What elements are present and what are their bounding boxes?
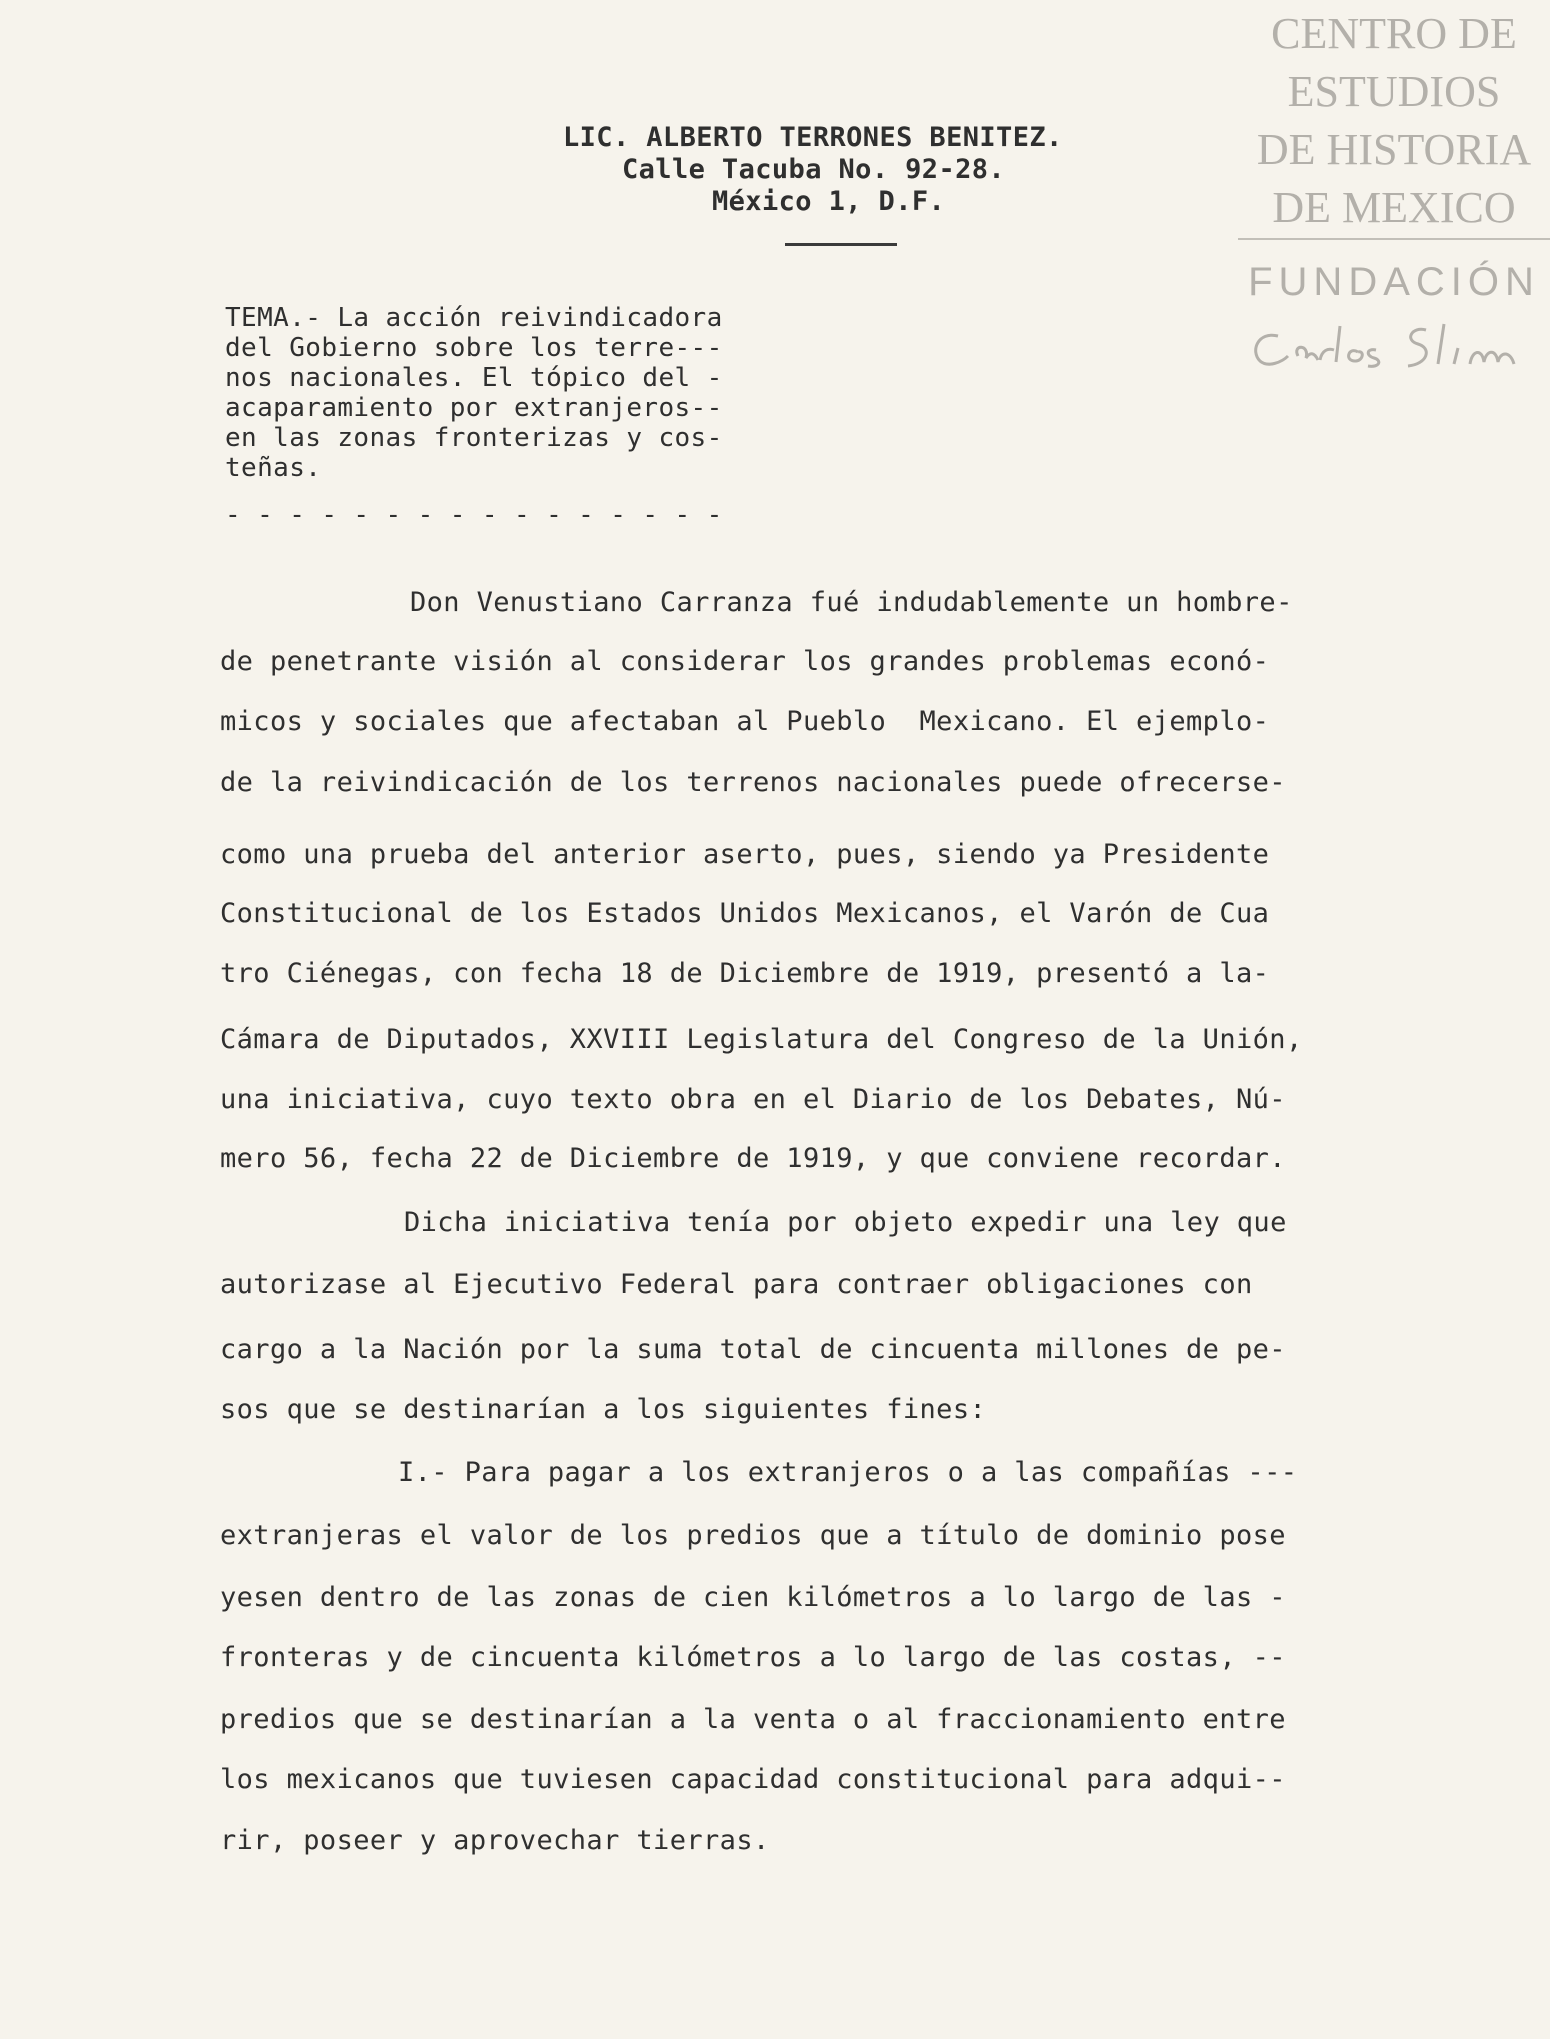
body-line: rir, poseer y aprovechar tierras. bbox=[220, 1825, 770, 1856]
body-line: Cámara de Diputados, XXVIII Legislatura del Congreso de la Unión, bbox=[220, 1024, 1303, 1055]
body-line: los mexicanos que tuviesen capacidad constitucional para adqui-- bbox=[220, 1764, 1286, 1795]
tema-line: teñas. bbox=[225, 453, 322, 483]
watermark-divider bbox=[1238, 238, 1550, 240]
tema-line: TEMA.- La acción reivindicadora bbox=[225, 303, 723, 333]
body-line: fronteras y de cincuenta kilómetros a lo largo de las costas, -- bbox=[220, 1642, 1286, 1673]
body-line: yesen dentro de las zonas de cien kilómetros a lo largo de las - bbox=[220, 1582, 1286, 1613]
body-line: predios que se destinarían a la venta o al fraccionamiento entre bbox=[220, 1704, 1286, 1735]
watermark-line: CENTRO DE bbox=[1271, 9, 1517, 58]
author-city: México 1, D.F. bbox=[712, 186, 946, 217]
body-line: micos y sociales que afectaban al Pueblo Mexicano. El ejemplo- bbox=[220, 706, 1270, 737]
tema-line: en las zonas fronterizas y cos- bbox=[225, 423, 723, 453]
author-name: LIC. ALBERTO TERRONES BENITEZ. bbox=[563, 122, 1063, 153]
body-line: cargo a la Nación por la suma total de cincuenta millones de pe- bbox=[220, 1334, 1286, 1365]
body-line: sos que se destinarían a los siguientes fines: bbox=[220, 1394, 987, 1425]
body-line: autorizase al Ejecutivo Federal para contraer obligaciones con bbox=[220, 1269, 1253, 1300]
tema-line: del Gobierno sobre los terre--- bbox=[225, 333, 723, 363]
author-address: Calle Tacuba No. 92-28. bbox=[622, 154, 1006, 185]
signature-logo-icon bbox=[1248, 316, 1548, 376]
body-line: extranjeras el valor de los predios que a título de dominio pose bbox=[220, 1520, 1286, 1551]
watermark-line: DE HISTORIA bbox=[1256, 125, 1532, 174]
body-line: Dicha iniciativa tenía por objeto expedir una ley que bbox=[404, 1207, 1287, 1238]
archive-watermark bbox=[1238, 6, 1550, 386]
watermark-line: DE MEXICO bbox=[1272, 183, 1516, 232]
body-line: una iniciativa, cuyo texto obra en el Diario de los Debates, Nú- bbox=[220, 1084, 1286, 1115]
watermark-fundacion: FUNDACIÓN bbox=[1248, 260, 1540, 304]
tema-dash-rule: - - - - - - - - - - - - - - - - bbox=[225, 500, 723, 530]
body-line: mero 56, fecha 22 de Diciembre de 1919, y que conviene recordar. bbox=[220, 1143, 1286, 1174]
tema-line: nos nacionales. El tópico del - bbox=[225, 363, 723, 393]
watermark-line: ESTUDIOS bbox=[1287, 67, 1501, 116]
tema-line: acaparamiento por extranjeros-- bbox=[225, 393, 723, 423]
header-divider bbox=[785, 243, 897, 246]
body-line: como una prueba del anterior aserto, pues, siendo ya Presidente bbox=[220, 839, 1270, 870]
body-line: de la reivindicación de los terrenos nacionales puede ofrecerse- bbox=[220, 767, 1286, 798]
body-line: de penetrante visión al considerar los grandes problemas econó- bbox=[220, 646, 1270, 677]
body-line: Don Venustiano Carranza fué indudablemente un hombre- bbox=[410, 587, 1293, 618]
body-line: I.- Para pagar a los extranjeros o a las compañías --- bbox=[398, 1457, 1298, 1488]
body-line: tro Ciénegas, con fecha 18 de Diciembre de 1919, presentó a la- bbox=[220, 958, 1270, 989]
body-line: Constitucional de los Estados Unidos Mexicanos, el Varón de Cua bbox=[220, 898, 1270, 929]
